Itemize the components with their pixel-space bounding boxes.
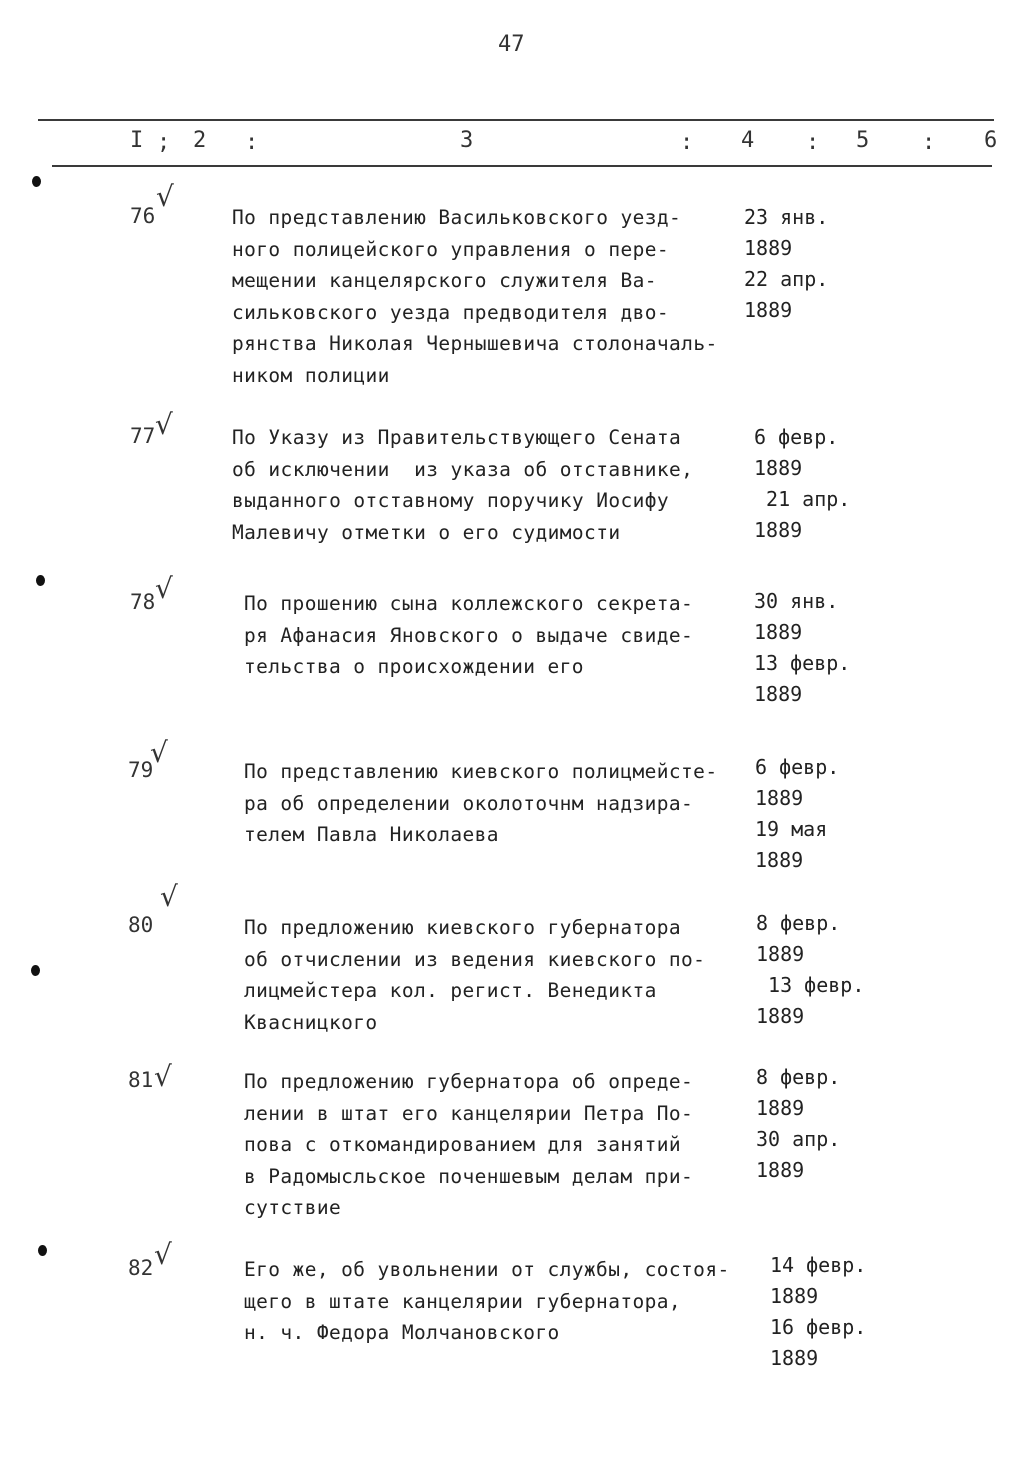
entry-number: 78: [130, 590, 156, 614]
entry-number: 80: [128, 913, 154, 937]
entry-number: 76: [130, 204, 156, 228]
header-sep-c: :: [680, 130, 694, 155]
check-mark-icon: √: [154, 1060, 172, 1093]
entry-number: 82: [128, 1256, 154, 1280]
entry-dates: 30 янв. 1889 13 февр. 1889: [754, 589, 851, 706]
header-sep-e: :: [922, 130, 936, 155]
entry-dates: 6 февр. 1889 19 мая 1889: [755, 755, 840, 872]
punch-hole-dot: [31, 965, 40, 976]
check-mark-icon: √: [155, 572, 173, 605]
entry-dates: 8 февр. 1889 13 февр. 1889: [756, 911, 865, 1028]
entry-number: 77: [130, 424, 156, 448]
page-number: 47: [498, 32, 525, 57]
header-sep-d: :: [806, 130, 820, 155]
header-sep-b: :: [245, 130, 259, 155]
entry-dates: 8 февр. 1889 30 апр. 1889: [756, 1065, 841, 1182]
header-rule-top: [38, 119, 994, 121]
check-mark-icon: √: [160, 880, 178, 913]
entry-dates: 14 февр. 1889 16 февр. 1889: [770, 1253, 867, 1370]
entry-dates: 23 янв. 1889 22 апр. 1889: [744, 205, 829, 322]
punch-hole-dot: [36, 575, 45, 586]
entry-description: По Указу из Правительствующего Сената об исключении из указа об отставнике, выданного отставному поручику Иосифу Малевичу отметки о его судимости: [232, 426, 694, 544]
entry-description: По предложению губернатора об опреде- лении в штат его канцелярии Петра По- пова с откомандированием для занятий в Радомысльское поченшевым делам при- сутствие: [244, 1070, 694, 1219]
check-mark-icon: √: [150, 736, 168, 769]
header-col-2: 2: [193, 128, 207, 153]
entry-description: По представлению киевского полицмейсте- ра об определении околоточнм надзира- телем Павла Николаева: [244, 760, 718, 846]
header-rule-bottom: [52, 165, 992, 167]
check-mark-icon: √: [156, 180, 174, 213]
entry-description: По представлению Васильковского уезд- ного полицейского управления о пере- мещении канцелярского служителя Ва- сильковского уезда предводителя дво- рянства Николая Чернышевича столоначаль- ником полиции: [232, 206, 718, 387]
punch-hole-dot: [38, 1245, 47, 1256]
entry-number: 79: [128, 758, 154, 782]
header-col-1: I: [130, 128, 144, 153]
check-mark-icon: √: [154, 1238, 172, 1271]
entry-dates: 6 февр. 1889 21 апр. 1889: [754, 425, 851, 542]
punch-hole-dot: [32, 176, 41, 187]
entry-description: По прошению сына коллежского секрета- ря Афанасия Яновского о выдаче свиде- тельства о происхождении его: [244, 592, 694, 678]
header-col-3: 3: [460, 128, 474, 153]
entry-description: Его же, об увольнении от службы, состоя- щего в штате канцелярии губернатора, н. ч. Федора Молчановского: [244, 1258, 730, 1344]
header-col-6: 6: [984, 128, 998, 153]
header-sep-a: ;: [157, 130, 171, 155]
check-mark-icon: √: [155, 408, 173, 441]
entry-description: По предложению киевского губернатора об отчислении из ведения киевского по- лицмейстера кол. регист. Венедикта Квасницкого: [244, 916, 706, 1034]
entry-number: 81: [128, 1068, 154, 1092]
header-col-5: 5: [856, 128, 870, 153]
header-col-4: 4: [741, 128, 755, 153]
